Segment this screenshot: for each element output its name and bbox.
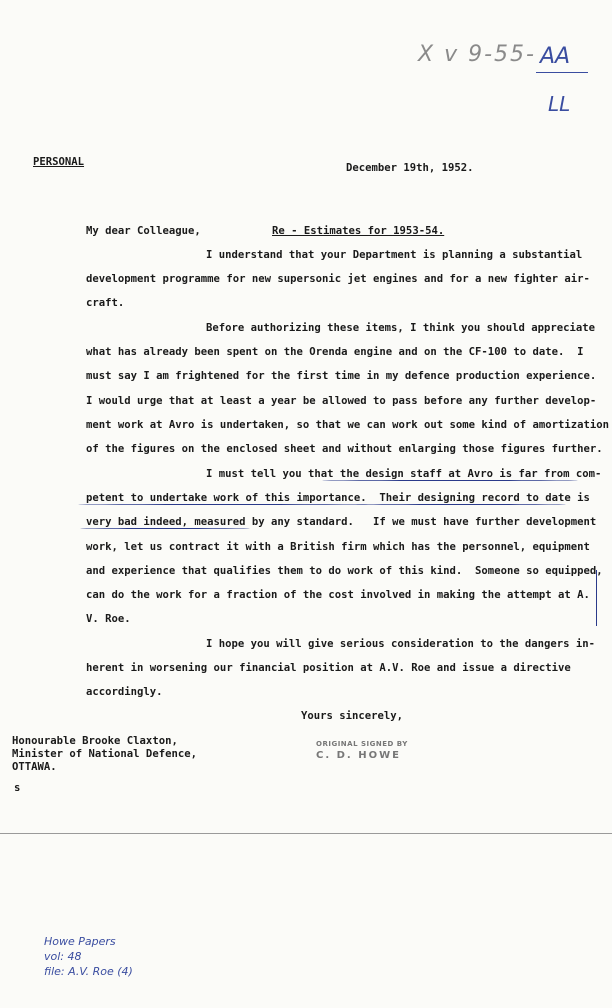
ink-underline xyxy=(78,504,368,505)
body-line: accordingly. xyxy=(86,686,163,698)
ink-annotation-top: AA xyxy=(540,44,571,69)
addressee-line: Honourable Brooke Claxton, xyxy=(12,735,178,747)
addressee-line: Minister of National Defence, xyxy=(12,748,197,760)
archive-note-line: vol: 48 xyxy=(44,950,82,963)
pencil-annotation: X v 9-55- xyxy=(418,42,536,67)
body-line: I hope you will give serious consideration to the dangers in- xyxy=(206,638,596,650)
body-line: and experience that qualifies them to do work of this kind. Someone so equipped, xyxy=(86,565,603,577)
ink-underline xyxy=(356,504,566,505)
body-line: work, let us contract it with a British firm which has the personnel, equipment xyxy=(86,541,590,553)
body-line: of the figures on the enclosed sheet and without enlarging those figures further. xyxy=(86,443,603,455)
ink-margin-mark xyxy=(596,570,597,626)
addressee-block xyxy=(12,735,197,774)
body-line: V. Roe. xyxy=(86,613,131,625)
ink-annotation-bottom: LL xyxy=(548,92,571,116)
body-line: Before authorizing these items, I think you should appreciate xyxy=(206,322,596,334)
ink-underline xyxy=(80,528,250,529)
subject-line: Re - Estimates for 1953-54. xyxy=(272,225,445,237)
body-line: very bad indeed, measured by any standard. If we must have further development xyxy=(86,516,597,528)
letter-date: December 19th, 1952. xyxy=(346,162,474,174)
page-edge-line xyxy=(0,833,612,834)
body-line: herent in worsening our financial position at A.V. Roe and issue a directive xyxy=(86,662,571,674)
stamp-name: C. D. HOWE xyxy=(316,750,401,761)
body-line: I understand that your Department is planning a substantial xyxy=(206,249,583,261)
body-line: development programme for new supersonic jet engines and for a new fighter air- xyxy=(86,273,590,285)
personal-label: PERSONAL xyxy=(33,156,85,168)
archive-note xyxy=(44,934,133,979)
body-line: ment work at Avro is undertaken, so that we can work out some kind of amortization xyxy=(86,419,609,431)
closing: Yours sincerely, xyxy=(301,710,404,722)
body-line: what has already been spent on the Orenda engine and on the CF-100 to date. I xyxy=(86,346,584,358)
ink-annotation-divider xyxy=(536,72,588,73)
enclosure-mark: s xyxy=(14,782,21,794)
archive-note-line: file: A.V. Roe (4) xyxy=(44,965,133,978)
body-line: I must tell you that the design staff at Avro is far from com- xyxy=(206,468,602,480)
salutation: My dear Colleague, xyxy=(86,225,201,237)
stamp-caption: ORIGINAL SIGNED BY xyxy=(316,740,408,748)
body-line: must say I am frightened for the first time in my defence production experience. xyxy=(86,370,597,382)
archive-note-line: Howe Papers xyxy=(44,935,116,948)
body-line: petent to undertake work of this importance. Their designing record to date is xyxy=(86,492,590,504)
body-line: can do the work for a fraction of the cost involved in making the attempt at A. xyxy=(86,589,590,601)
addressee-line: OTTAWA. xyxy=(12,761,57,773)
body-line: I would urge that at least a year be allowed to pass before any further develop- xyxy=(86,395,597,407)
body-line: craft. xyxy=(86,297,125,309)
signature-stamp xyxy=(316,740,408,761)
ink-underline xyxy=(322,480,578,481)
